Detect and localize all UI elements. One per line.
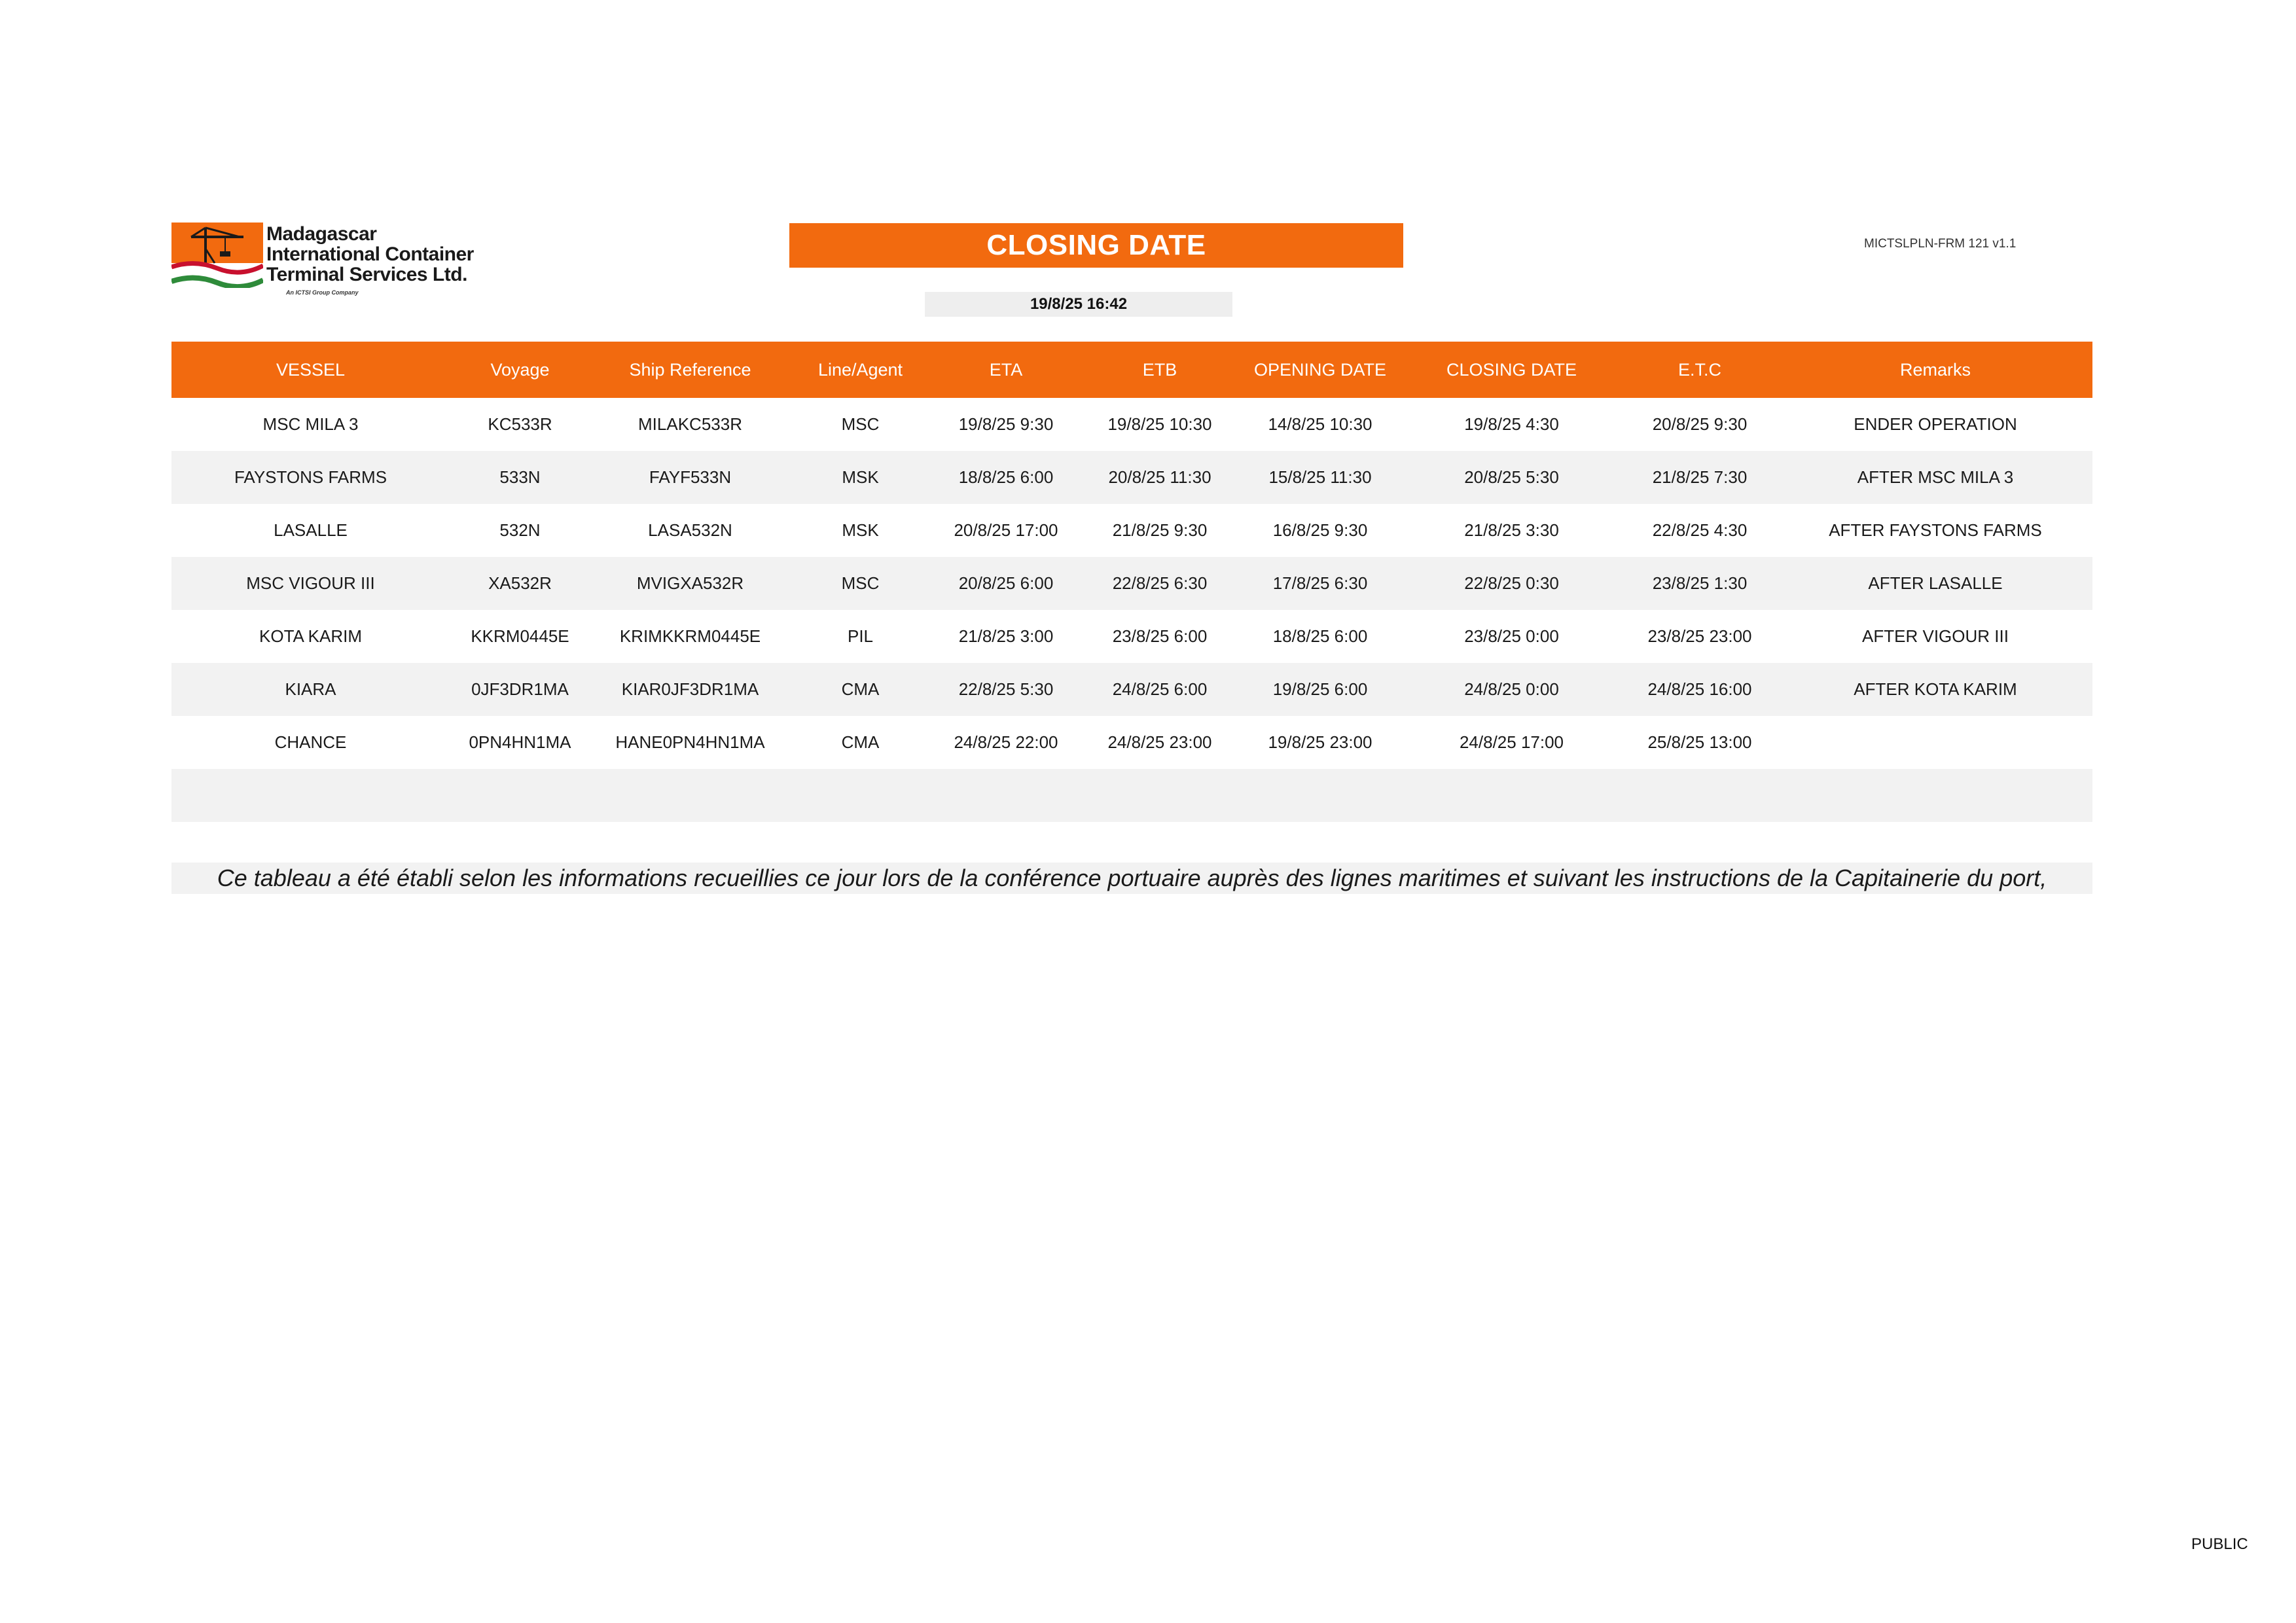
table-cell: 24/8/25 23:00 — [1107, 732, 1212, 752]
company-name — [266, 224, 474, 285]
table-row — [171, 504, 2092, 557]
table-cell: KIAR0JF3DR1MA — [590, 663, 790, 716]
table-cell: CMA — [841, 732, 880, 752]
table-cell: AFTER KOTA KARIM — [1778, 663, 2092, 716]
table-cell — [931, 769, 1081, 822]
table-cell: 24/8/25 22:00 — [954, 732, 1058, 752]
footnote: Ce tableau a été établi selon les informations recueillies ce jour lors de la conférence portuaire auprès des lignes maritimes et suivant les instructions de la Capitainerie du port, — [171, 863, 2092, 894]
table-cell: 19/8/25 4:30 — [1464, 414, 1559, 434]
column-header: Ship Reference — [590, 342, 790, 398]
form-code: MICTSLPLN-FRM 121 v1.1 — [1864, 237, 2017, 251]
table-header-row — [171, 342, 2092, 398]
column-header: Line/Agent — [790, 342, 931, 398]
page-title: CLOSING DATE — [789, 223, 1403, 268]
table-cell — [1402, 769, 1621, 822]
table-cell: LASALLE — [274, 520, 348, 540]
column-header: CLOSING DATE — [1402, 342, 1621, 398]
table-cell: 21/8/25 7:30 — [1621, 451, 1778, 504]
table-cell: MVIGXA532R — [590, 557, 790, 610]
table-cell: 19/8/25 9:30 — [958, 414, 1054, 434]
table-cell: 15/8/25 11:30 — [1238, 451, 1402, 504]
report-date: 19/8/25 16:42 — [925, 292, 1232, 317]
table-cell: 20/8/25 11:30 — [1081, 451, 1238, 504]
crane-logo-icon — [171, 223, 263, 288]
table-cell: AFTER FAYSTONS FARMS — [1829, 520, 2042, 540]
table-row — [171, 716, 2092, 769]
table-cell: 20/8/25 17:00 — [954, 520, 1058, 540]
table-cell: 20/8/25 6:00 — [931, 557, 1081, 610]
table-cell: MSC MILA 3 — [262, 414, 359, 434]
table-cell: 25/8/25 13:00 — [1647, 732, 1752, 752]
table-cell: MSC — [790, 557, 931, 610]
table-cell: 22/8/25 6:30 — [1081, 557, 1238, 610]
table-cell — [1081, 769, 1238, 822]
table-cell: FAYF533N — [590, 451, 790, 504]
table-cell — [1778, 716, 2092, 769]
table-cell: KKRM0445E — [471, 626, 569, 646]
vessel-schedule-table — [171, 342, 2092, 822]
table-cell: LASA532N — [648, 520, 732, 540]
table-row-empty — [171, 769, 2092, 822]
table-cell: AFTER VIGOUR III — [1862, 626, 2009, 646]
table-cell: 0JF3DR1MA — [450, 663, 590, 716]
table-cell: 18/8/25 6:00 — [931, 451, 1081, 504]
table-cell: 19/8/25 6:00 — [1238, 663, 1402, 716]
table-row — [171, 398, 2092, 451]
table-cell — [171, 769, 450, 822]
table-row — [171, 663, 2092, 716]
company-name-line-3: Terminal Services Ltd. — [266, 264, 467, 285]
company-name-line-2: International Container — [266, 243, 474, 265]
table-row — [171, 557, 2092, 610]
table-cell — [450, 769, 590, 822]
table-cell: 533N — [450, 451, 590, 504]
table-cell — [1621, 769, 1778, 822]
table-cell: PIL — [847, 626, 874, 646]
table-cell: 24/8/25 0:00 — [1402, 663, 1621, 716]
table-cell: 20/8/25 9:30 — [1652, 414, 1748, 434]
table-cell: 22/8/25 4:30 — [1652, 520, 1748, 540]
table-cell: MSC — [841, 414, 880, 434]
column-header: Remarks — [1778, 342, 2092, 398]
table-cell: 532N — [499, 520, 541, 540]
table-cell: 14/8/25 10:30 — [1268, 414, 1372, 434]
table-cell: CMA — [790, 663, 931, 716]
table-cell: CHANCE — [274, 732, 347, 752]
table-cell: 24/8/25 16:00 — [1621, 663, 1778, 716]
table-row — [171, 610, 2092, 663]
column-header: VESSEL — [171, 342, 450, 398]
company-tagline: An ICTSI Group Company — [286, 289, 359, 296]
table-cell: 23/8/25 6:00 — [1112, 626, 1208, 646]
table-cell: MSC VIGOUR III — [171, 557, 450, 610]
table-cell: KC533R — [488, 414, 552, 434]
table-cell: 0PN4HN1MA — [469, 732, 571, 752]
table-cell: 24/8/25 17:00 — [1459, 732, 1564, 752]
classification-label: PUBLIC — [2191, 1535, 2248, 1553]
column-header: ETB — [1081, 342, 1238, 398]
table-cell: MSK — [842, 520, 879, 540]
table-cell — [1238, 769, 1402, 822]
table-cell: 21/8/25 9:30 — [1112, 520, 1208, 540]
table-cell — [790, 769, 931, 822]
table-cell: KRIMKKRM0445E — [619, 626, 761, 646]
table-cell: 22/8/25 5:30 — [931, 663, 1081, 716]
column-header: E.T.C — [1621, 342, 1778, 398]
table-cell: 19/8/25 23:00 — [1268, 732, 1372, 752]
column-header: Voyage — [450, 342, 590, 398]
table-cell — [1778, 769, 2092, 822]
table-cell: XA532R — [450, 557, 590, 610]
table-cell: MSK — [790, 451, 931, 504]
table-cell: 21/8/25 3:30 — [1464, 520, 1559, 540]
table-cell: ENDER OPERATION — [1854, 414, 2017, 434]
table-cell: 17/8/25 6:30 — [1238, 557, 1402, 610]
table-cell: HANE0PN4HN1MA — [615, 732, 765, 752]
table-cell: 24/8/25 6:00 — [1081, 663, 1238, 716]
table-cell: AFTER LASALLE — [1778, 557, 2092, 610]
table-cell: 16/8/25 9:30 — [1272, 520, 1368, 540]
table-cell: AFTER MSC MILA 3 — [1778, 451, 2092, 504]
table-cell: KOTA KARIM — [259, 626, 362, 646]
table-cell: KIARA — [171, 663, 450, 716]
table-cell — [590, 769, 790, 822]
table-cell: 20/8/25 5:30 — [1402, 451, 1621, 504]
company-logo — [171, 223, 499, 301]
company-name-line-1: Madagascar — [266, 223, 377, 245]
table-cell: 23/8/25 1:30 — [1621, 557, 1778, 610]
table-cell: 21/8/25 3:00 — [958, 626, 1054, 646]
table-cell: FAYSTONS FARMS — [171, 451, 450, 504]
table-cell: 19/8/25 10:30 — [1107, 414, 1212, 434]
table-cell: 23/8/25 23:00 — [1647, 626, 1752, 646]
table-cell: 18/8/25 6:00 — [1272, 626, 1368, 646]
table-cell: 22/8/25 0:30 — [1402, 557, 1621, 610]
table-cell: MILAKC533R — [638, 414, 742, 434]
table-row — [171, 451, 2092, 504]
column-header: OPENING DATE — [1238, 342, 1402, 398]
column-header: ETA — [931, 342, 1081, 398]
table-cell: 23/8/25 0:00 — [1464, 626, 1559, 646]
